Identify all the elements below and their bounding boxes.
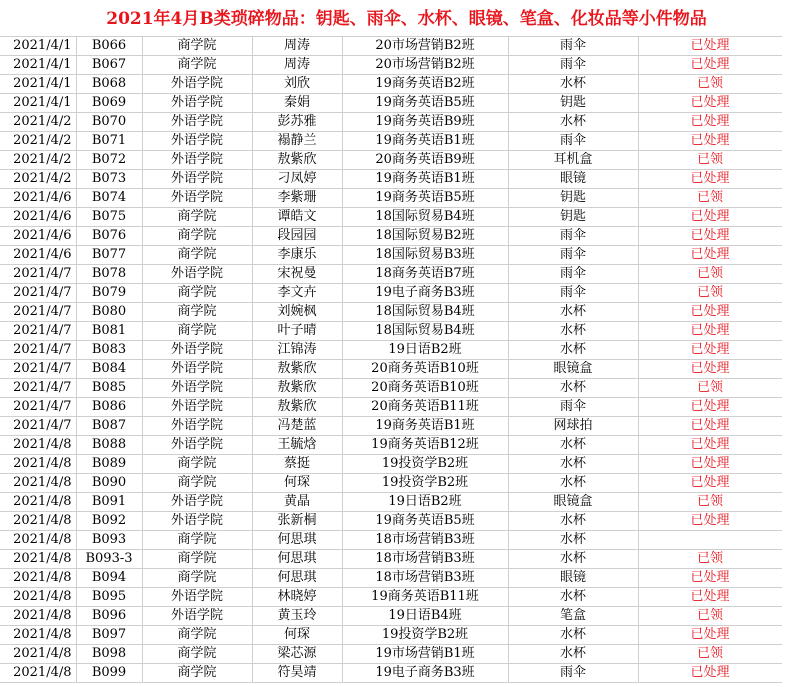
- cell-item[interactable]: 水杯: [508, 379, 638, 398]
- cell-name[interactable]: 符昊靖: [252, 664, 342, 683]
- cell-item[interactable]: 雨伞: [508, 56, 638, 75]
- cell-item[interactable]: 钥匙: [508, 189, 638, 208]
- table-row: [0, 322, 782, 341]
- table-row: [0, 398, 782, 417]
- sheet-edge: [782, 36, 793, 687]
- cell-class[interactable]: 20商务英语B9班: [342, 151, 508, 170]
- table-body: [0, 37, 782, 683]
- cell-class[interactable]: 18商务英语B7班: [342, 265, 508, 284]
- cell-status[interactable]: 已处理: [638, 455, 782, 474]
- cell-id[interactable]: B089: [76, 455, 142, 474]
- cell-college[interactable]: 商学院: [142, 569, 252, 588]
- cell-class[interactable]: 19商务英语B2班: [342, 75, 508, 94]
- cell-id[interactable]: B093-3: [76, 550, 142, 569]
- cell-item[interactable]: 眼镜: [508, 170, 638, 189]
- cell-date[interactable]: 2021/4/8: [0, 474, 76, 493]
- cell-college[interactable]: 外语学院: [142, 132, 252, 151]
- cell-id[interactable]: B074: [76, 189, 142, 208]
- cell-item[interactable]: 水杯: [508, 322, 638, 341]
- cell-class[interactable]: 19商务英语B1班: [342, 132, 508, 151]
- cell-id[interactable]: B096: [76, 607, 142, 626]
- table-row: [0, 588, 782, 607]
- cell-date[interactable]: 2021/4/6: [0, 189, 76, 208]
- cell-date[interactable]: 2021/4/2: [0, 132, 76, 151]
- cell-id[interactable]: B099: [76, 664, 142, 683]
- cell-class[interactable]: 19电子商务B3班: [342, 664, 508, 683]
- table-row: [0, 417, 782, 436]
- cell-name[interactable]: 彭苏雅: [252, 113, 342, 132]
- cell-date[interactable]: 2021/4/1: [0, 75, 76, 94]
- table-row: [0, 474, 782, 493]
- cell-name[interactable]: 刁凤婷: [252, 170, 342, 189]
- cell-date[interactable]: 2021/4/8: [0, 455, 76, 474]
- cell-item[interactable]: 钥匙: [508, 94, 638, 113]
- table-row: [0, 303, 782, 322]
- table-row: [0, 664, 782, 683]
- cell-status[interactable]: 已处理: [638, 569, 782, 588]
- cell-college[interactable]: 商学院: [142, 37, 252, 56]
- table-row: [0, 379, 782, 398]
- cell-college[interactable]: 外语学院: [142, 151, 252, 170]
- cell-id[interactable]: B066: [76, 37, 142, 56]
- cell-id[interactable]: B068: [76, 75, 142, 94]
- cell-date[interactable]: 2021/4/2: [0, 113, 76, 132]
- cell-name[interactable]: 宋祝曼: [252, 265, 342, 284]
- cell-class[interactable]: 19投资学B2班: [342, 474, 508, 493]
- cell-id[interactable]: B075: [76, 208, 142, 227]
- cell-date[interactable]: 2021/4/7: [0, 341, 76, 360]
- cell-status[interactable]: 已领: [638, 379, 782, 398]
- cell-status[interactable]: 已领: [638, 75, 782, 94]
- cell-class[interactable]: 19日语B2班: [342, 341, 508, 360]
- table-row: [0, 360, 782, 379]
- cell-status[interactable]: 已处理: [638, 398, 782, 417]
- cell-name[interactable]: 秦娟: [252, 94, 342, 113]
- cell-class[interactable]: 19电子商务B3班: [342, 284, 508, 303]
- cell-class[interactable]: 18国际贸易B4班: [342, 208, 508, 227]
- cell-class[interactable]: 18国际贸易B3班: [342, 246, 508, 265]
- cell-status[interactable]: 已处理: [638, 626, 782, 645]
- cell-college[interactable]: 外语学院: [142, 170, 252, 189]
- cell-item[interactable]: 水杯: [508, 341, 638, 360]
- cell-status[interactable]: 已领: [638, 493, 782, 512]
- cell-name[interactable]: 黄玉玲: [252, 607, 342, 626]
- cell-id[interactable]: B091: [76, 493, 142, 512]
- cell-item[interactable]: 雨伞: [508, 664, 638, 683]
- cell-status[interactable]: 已处理: [638, 170, 782, 189]
- table-row: [0, 341, 782, 360]
- table-row: [0, 550, 782, 569]
- cell-date[interactable]: 2021/4/2: [0, 151, 76, 170]
- cell-item[interactable]: 雨伞: [508, 398, 638, 417]
- cell-name[interactable]: 周涛: [252, 37, 342, 56]
- table-row: [0, 284, 782, 303]
- cell-class[interactable]: 19投资学B2班: [342, 455, 508, 474]
- cell-item[interactable]: 雨伞: [508, 132, 638, 151]
- cell-id[interactable]: B086: [76, 398, 142, 417]
- cell-item[interactable]: 水杯: [508, 531, 638, 550]
- cell-name[interactable]: 敖紫欣: [252, 151, 342, 170]
- cell-date[interactable]: 2021/4/2: [0, 170, 76, 189]
- cell-id[interactable]: B087: [76, 417, 142, 436]
- cell-date[interactable]: 2021/4/7: [0, 303, 76, 322]
- cell-college[interactable]: 外语学院: [142, 607, 252, 626]
- cell-status[interactable]: 已领: [638, 284, 782, 303]
- cell-id[interactable]: B092: [76, 512, 142, 531]
- cell-class[interactable]: 19商务英语B12班: [342, 436, 508, 455]
- cell-college[interactable]: 外语学院: [142, 417, 252, 436]
- table-row: [0, 132, 782, 151]
- cell-item[interactable]: 笔盒: [508, 607, 638, 626]
- cell-college[interactable]: 商学院: [142, 474, 252, 493]
- cell-class[interactable]: 18国际贸易B4班: [342, 303, 508, 322]
- cell-college[interactable]: 商学院: [142, 227, 252, 246]
- cell-item[interactable]: 网球拍: [508, 417, 638, 436]
- table-row: [0, 512, 782, 531]
- cell-status[interactable]: 已处理: [638, 303, 782, 322]
- cell-date[interactable]: 2021/4/8: [0, 436, 76, 455]
- table-row: [0, 56, 782, 75]
- cell-status[interactable]: 已领: [638, 550, 782, 569]
- cell-name[interactable]: 褟静兰: [252, 132, 342, 151]
- cell-name[interactable]: 敖紫欣: [252, 398, 342, 417]
- cell-id[interactable]: B073: [76, 170, 142, 189]
- table-row: [0, 531, 782, 550]
- cell-name[interactable]: 梁芯源: [252, 645, 342, 664]
- cell-id[interactable]: B098: [76, 645, 142, 664]
- cell-status[interactable]: 已处理: [638, 360, 782, 379]
- cell-college[interactable]: 商学院: [142, 303, 252, 322]
- cell-class[interactable]: 18市场营销B3班: [342, 550, 508, 569]
- cell-college[interactable]: 外语学院: [142, 588, 252, 607]
- cell-name[interactable]: 冯楚蓝: [252, 417, 342, 436]
- cell-college[interactable]: 外语学院: [142, 398, 252, 417]
- cell-date[interactable]: 2021/4/8: [0, 531, 76, 550]
- cell-id[interactable]: B085: [76, 379, 142, 398]
- cell-date[interactable]: 2021/4/7: [0, 265, 76, 284]
- cell-name[interactable]: 刘婉枫: [252, 303, 342, 322]
- cell-class[interactable]: 19商务英语B5班: [342, 512, 508, 531]
- cell-date[interactable]: 2021/4/8: [0, 626, 76, 645]
- cell-item[interactable]: 雨伞: [508, 265, 638, 284]
- cell-status[interactable]: 已领: [638, 607, 782, 626]
- table-row: [0, 569, 782, 588]
- cell-date[interactable]: 2021/4/8: [0, 493, 76, 512]
- cell-college[interactable]: 外语学院: [142, 94, 252, 113]
- cell-date[interactable]: 2021/4/6: [0, 208, 76, 227]
- cell-status[interactable]: 已处理: [638, 588, 782, 607]
- cell-status[interactable]: 已处理: [638, 436, 782, 455]
- cell-id[interactable]: B072: [76, 151, 142, 170]
- cell-college[interactable]: 商学院: [142, 550, 252, 569]
- cell-college[interactable]: 商学院: [142, 284, 252, 303]
- cell-class[interactable]: 19商务英语B1班: [342, 170, 508, 189]
- cell-college[interactable]: 外语学院: [142, 341, 252, 360]
- cell-id[interactable]: B081: [76, 322, 142, 341]
- cell-item[interactable]: 眼镜: [508, 569, 638, 588]
- cell-status[interactable]: 已处理: [638, 664, 782, 683]
- cell-name[interactable]: 何思琪: [252, 550, 342, 569]
- cell-id[interactable]: B093: [76, 531, 142, 550]
- cell-class[interactable]: 18国际贸易B4班: [342, 322, 508, 341]
- cell-id[interactable]: B083: [76, 341, 142, 360]
- cell-item[interactable]: 雨伞: [508, 37, 638, 56]
- cell-name[interactable]: 敖紫欣: [252, 379, 342, 398]
- cell-college[interactable]: 商学院: [142, 208, 252, 227]
- cell-name[interactable]: 李紫珊: [252, 189, 342, 208]
- cell-class[interactable]: 19日语B2班: [342, 493, 508, 512]
- cell-date[interactable]: 2021/4/8: [0, 664, 76, 683]
- cell-status[interactable]: 已处理: [638, 512, 782, 531]
- cell-id[interactable]: B067: [76, 56, 142, 75]
- cell-college[interactable]: 外语学院: [142, 265, 252, 284]
- cell-college[interactable]: 外语学院: [142, 436, 252, 455]
- cell-id[interactable]: B078: [76, 265, 142, 284]
- cell-status[interactable]: 已处理: [638, 341, 782, 360]
- cell-class[interactable]: 19商务英语B9班: [342, 113, 508, 132]
- cell-name[interactable]: 李康乐: [252, 246, 342, 265]
- cell-date[interactable]: 2021/4/7: [0, 322, 76, 341]
- cell-date[interactable]: 2021/4/1: [0, 94, 76, 113]
- cell-date[interactable]: 2021/4/7: [0, 417, 76, 436]
- cell-item[interactable]: 眼镜盒: [508, 493, 638, 512]
- cell-class[interactable]: 19市场营销B1班: [342, 645, 508, 664]
- cell-item[interactable]: 水杯: [508, 626, 638, 645]
- table-row: [0, 75, 782, 94]
- cell-college[interactable]: 商学院: [142, 645, 252, 664]
- cell-class[interactable]: 20商务英语B11班: [342, 398, 508, 417]
- cell-item[interactable]: 眼镜盒: [508, 360, 638, 379]
- cell-id[interactable]: B084: [76, 360, 142, 379]
- cell-id[interactable]: B079: [76, 284, 142, 303]
- cell-date[interactable]: 2021/4/1: [0, 56, 76, 75]
- cell-id[interactable]: B071: [76, 132, 142, 151]
- cell-item[interactable]: 钥匙: [508, 208, 638, 227]
- cell-item[interactable]: 水杯: [508, 75, 638, 94]
- cell-college[interactable]: 外语学院: [142, 379, 252, 398]
- table-row: [0, 113, 782, 132]
- cell-date[interactable]: 2021/4/7: [0, 398, 76, 417]
- table-row: [0, 455, 782, 474]
- cell-college[interactable]: 外语学院: [142, 512, 252, 531]
- cell-college[interactable]: 商学院: [142, 455, 252, 474]
- cell-id[interactable]: B088: [76, 436, 142, 455]
- cell-college[interactable]: 外语学院: [142, 75, 252, 94]
- cell-class[interactable]: 20市场营销B2班: [342, 56, 508, 75]
- cell-status[interactable]: 已处理: [638, 417, 782, 436]
- cell-status[interactable]: 已处理: [638, 37, 782, 56]
- cell-college[interactable]: 外语学院: [142, 189, 252, 208]
- cell-class[interactable]: 19商务英语B5班: [342, 189, 508, 208]
- cell-name[interactable]: 王毓焓: [252, 436, 342, 455]
- cell-status[interactable]: 已处理: [638, 132, 782, 151]
- cell-class[interactable]: 18市场营销B3班: [342, 531, 508, 550]
- cell-name[interactable]: 敖紫欣: [252, 360, 342, 379]
- cell-status[interactable]: 已领: [638, 151, 782, 170]
- cell-name[interactable]: 何琛: [252, 626, 342, 645]
- cell-date[interactable]: 2021/4/6: [0, 246, 76, 265]
- cell-date[interactable]: 2021/4/8: [0, 607, 76, 626]
- cell-college[interactable]: 商学院: [142, 626, 252, 645]
- cell-status[interactable]: 已领: [638, 189, 782, 208]
- cell-date[interactable]: 2021/4/7: [0, 284, 76, 303]
- table-row: [0, 227, 782, 246]
- cell-status[interactable]: 已处理: [638, 208, 782, 227]
- cell-item[interactable]: 雨伞: [508, 246, 638, 265]
- cell-name[interactable]: 蔡挺: [252, 455, 342, 474]
- cell-date[interactable]: 2021/4/6: [0, 227, 76, 246]
- cell-id[interactable]: B070: [76, 113, 142, 132]
- cell-date[interactable]: 2021/4/1: [0, 37, 76, 56]
- cell-id[interactable]: B076: [76, 227, 142, 246]
- cell-name[interactable]: 张新桐: [252, 512, 342, 531]
- cell-class[interactable]: 19商务英语B11班: [342, 588, 508, 607]
- cell-item[interactable]: 水杯: [508, 588, 638, 607]
- sheet-title: 2021年4月B类琐碎物品：钥匙、雨伞、水杯、眼镜、笔盒、化妆品等小件物品: [106, 9, 707, 29]
- cell-item[interactable]: 水杯: [508, 474, 638, 493]
- cell-status[interactable]: [638, 531, 782, 550]
- cell-date[interactable]: 2021/4/8: [0, 588, 76, 607]
- cell-college[interactable]: 商学院: [142, 664, 252, 683]
- cell-item[interactable]: 耳机盒: [508, 151, 638, 170]
- cell-name[interactable]: 林晓婷: [252, 588, 342, 607]
- cell-class[interactable]: 19日语B4班: [342, 607, 508, 626]
- table-row: [0, 436, 782, 455]
- cell-status[interactable]: 已处理: [638, 322, 782, 341]
- cell-name[interactable]: 叶子晴: [252, 322, 342, 341]
- cell-name[interactable]: 黄晶: [252, 493, 342, 512]
- table-row: [0, 189, 782, 208]
- cell-name[interactable]: 何琛: [252, 474, 342, 493]
- cell-class[interactable]: 19投资学B2班: [342, 626, 508, 645]
- cell-status[interactable]: 已处理: [638, 113, 782, 132]
- cell-id[interactable]: B097: [76, 626, 142, 645]
- table-row: [0, 151, 782, 170]
- cell-name[interactable]: 周涛: [252, 56, 342, 75]
- cell-item[interactable]: 水杯: [508, 436, 638, 455]
- cell-id[interactable]: B080: [76, 303, 142, 322]
- table-row: [0, 37, 782, 56]
- cell-id[interactable]: B094: [76, 569, 142, 588]
- table-row: [0, 265, 782, 284]
- cell-date[interactable]: 2021/4/8: [0, 550, 76, 569]
- cell-name[interactable]: 刘欣: [252, 75, 342, 94]
- cell-class[interactable]: 18国际贸易B2班: [342, 227, 508, 246]
- cell-class[interactable]: 20商务英语B10班: [342, 360, 508, 379]
- cell-college[interactable]: 外语学院: [142, 113, 252, 132]
- cell-status[interactable]: 已处理: [638, 94, 782, 113]
- cell-college[interactable]: 商学院: [142, 322, 252, 341]
- cell-name[interactable]: 何思琪: [252, 569, 342, 588]
- cell-date[interactable]: 2021/4/7: [0, 379, 76, 398]
- cell-status[interactable]: 已领: [638, 265, 782, 284]
- table-row: [0, 94, 782, 113]
- cell-status[interactable]: 已处理: [638, 56, 782, 75]
- cell-id[interactable]: B077: [76, 246, 142, 265]
- cell-date[interactable]: 2021/4/8: [0, 569, 76, 588]
- cell-status[interactable]: 已处理: [638, 474, 782, 493]
- cell-name[interactable]: 江锦涛: [252, 341, 342, 360]
- cell-college[interactable]: 商学院: [142, 56, 252, 75]
- cell-id[interactable]: B069: [76, 94, 142, 113]
- cell-college[interactable]: 外语学院: [142, 360, 252, 379]
- cell-item[interactable]: 水杯: [508, 455, 638, 474]
- cell-date[interactable]: 2021/4/8: [0, 512, 76, 531]
- cell-status[interactable]: 已处理: [638, 246, 782, 265]
- cell-date[interactable]: 2021/4/8: [0, 645, 76, 664]
- cell-id[interactable]: B090: [76, 474, 142, 493]
- cell-name[interactable]: 何思琪: [252, 531, 342, 550]
- cell-name[interactable]: 李文卉: [252, 284, 342, 303]
- cell-college[interactable]: 外语学院: [142, 493, 252, 512]
- table-row: [0, 246, 782, 265]
- cell-item[interactable]: 雨伞: [508, 284, 638, 303]
- cell-status[interactable]: 已处理: [638, 227, 782, 246]
- table-row: [0, 170, 782, 189]
- table-row: [0, 607, 782, 626]
- cell-id[interactable]: B095: [76, 588, 142, 607]
- cell-college[interactable]: 商学院: [142, 246, 252, 265]
- cell-class[interactable]: 18市场营销B3班: [342, 569, 508, 588]
- cell-item[interactable]: 雨伞: [508, 227, 638, 246]
- table-row: [0, 645, 782, 664]
- lost-items-table: [0, 36, 783, 683]
- cell-date[interactable]: 2021/4/7: [0, 360, 76, 379]
- cell-name[interactable]: 谭皓文: [252, 208, 342, 227]
- cell-status[interactable]: 已领: [638, 645, 782, 664]
- table-row: [0, 626, 782, 645]
- cell-item[interactable]: 水杯: [508, 512, 638, 531]
- cell-class[interactable]: 19商务英语B5班: [342, 94, 508, 113]
- cell-item[interactable]: 水杯: [508, 113, 638, 132]
- cell-name[interactable]: 段园园: [252, 227, 342, 246]
- cell-class[interactable]: 20商务英语B10班: [342, 379, 508, 398]
- cell-college[interactable]: 商学院: [142, 531, 252, 550]
- cell-item[interactable]: 水杯: [508, 550, 638, 569]
- cell-item[interactable]: 水杯: [508, 645, 638, 664]
- table-row: [0, 493, 782, 512]
- cell-class[interactable]: 20市场营销B2班: [342, 37, 508, 56]
- cell-item[interactable]: 水杯: [508, 303, 638, 322]
- cell-class[interactable]: 19商务英语B1班: [342, 417, 508, 436]
- table-row: [0, 208, 782, 227]
